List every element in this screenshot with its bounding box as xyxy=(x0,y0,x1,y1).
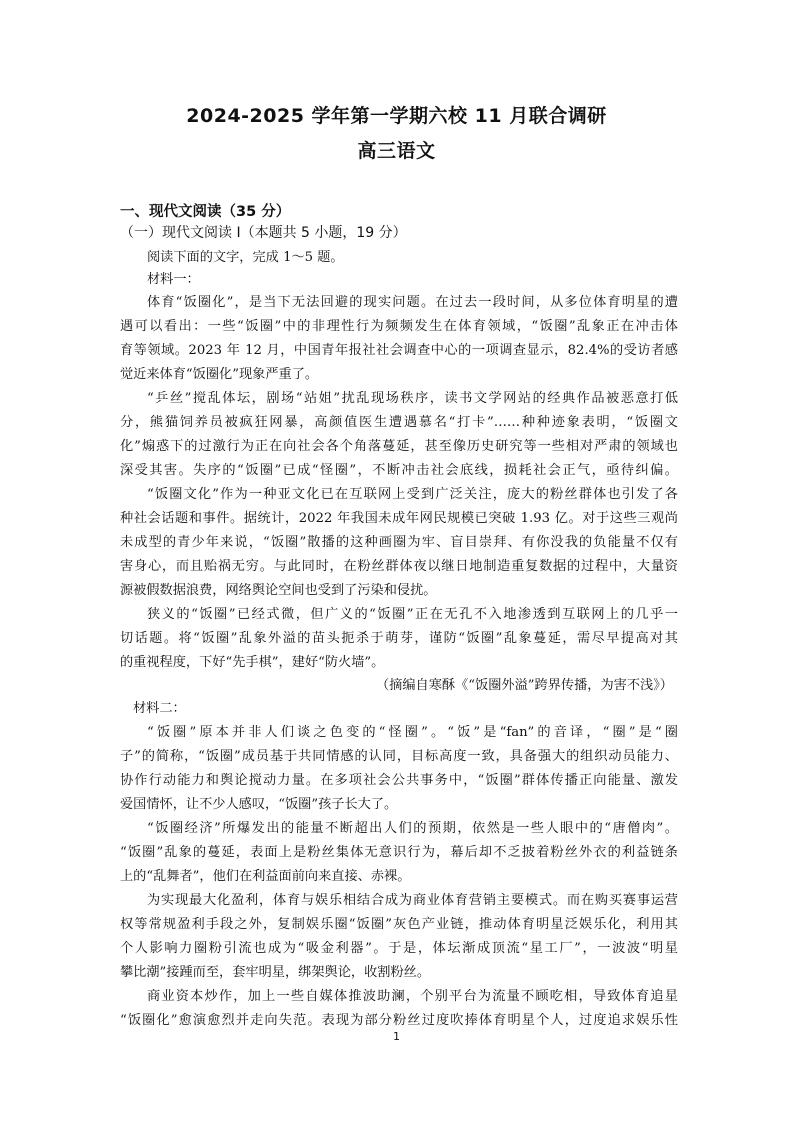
paragraph-line: 遇可以看出：一些“饭圈”中的非理性行为频频发生在体育领域，“饭圈”乱象正在冲击体 xyxy=(120,319,678,334)
paragraph-line: 爱国情怀，让不少人感叹，“饭圈”孩子长大了。 xyxy=(120,797,398,812)
paragraph-line: 为实现最大化盈利，体育与娱乐相结合成为商业体育营销主要模式。而在购买赛事运营 xyxy=(147,893,678,908)
paragraph-line: “饭圈经济”所爆发出的能量不断超出人们的预期，依然是一些人眼中的“唐僧肉”。 xyxy=(147,821,678,836)
paragraph-line: “乒丝”搅乱体坛，剧场“站姐”扰乱现场秩序，读书文学网站的经典作品被恶意打低 xyxy=(147,391,678,406)
paragraph-line: “饭圈文化”作为一种亚文化已在互联网上受到广泛关注，庞大的粉丝群体也引发了各 xyxy=(147,487,678,502)
exam-subject: 高三语文 xyxy=(357,140,436,162)
paragraph-line: 的重视程度，下好“先手棋”，建好“防火墙”。 xyxy=(120,655,385,670)
paragraph-line: 害身心，而且贻祸无穷。与此同时，在粉丝群体夜以继日地制造重复数据的过程中，大量资 xyxy=(120,559,678,574)
paragraph-line: 个人影响力圈粉引流也成为“吸金利器”。于是，体坛渐成顶流“星工厂”，一波波“明星 xyxy=(120,941,678,956)
paragraph-line: 切话题。将“饭圈”乱象外溢的苗头扼杀于萌芽，谨防“饭圈”乱象蔓延，需尽早提高对其 xyxy=(120,631,678,646)
paragraph-line: 分，熊猫饲养员被疯狂网暴，高颜值医生遭遇慕名“打卡”……种种迹象表明，“饭圈文 xyxy=(120,415,678,430)
paragraph-line: “饭圈”原本并非人们谈之色变的“怪圈”。“饭”是“fan”的音译，“圈”是“圈 xyxy=(147,725,678,740)
paragraph-line: 未成型的青少年来说，“饭圈”散播的这种画圈为牢、盲目崇拜、有你没我的负能量不仅有 xyxy=(120,535,678,550)
paragraph-line: 育等领域。2023 年 12 月，中国青年报社社会调查中心的一项调查显示，82.4%的受访者感 xyxy=(120,343,678,358)
paragraph-line: 攀比潮”接踵而至，套牢明星，绑架舆论，收割粉丝。 xyxy=(120,965,431,980)
paragraph-line: “饭圈化”愈演愈烈并走向失范。表现为部分粉丝过度吹捧体育明星个人，过度追求娱乐性 xyxy=(120,1013,678,1028)
instruction: 阅读下面的文字，完成 1～5 题。 xyxy=(147,250,344,265)
paragraph-line: 商业资本炒作，加上一些自媒体推波助澜，个别平台为流量不顾吃相，导致体育追星 xyxy=(147,989,678,1004)
paragraph-line: “饭圈”乱象的蔓延，表面上是粉丝集体无意识行为，幕后却不乏披着粉丝外衣的利益链条 xyxy=(120,845,678,860)
paragraph-line: 源被假数据浪费，网络舆论空间也受到了污染和侵扰。 xyxy=(120,583,437,598)
paragraph-line: 权等常规盈利手段之外，复制娱乐圈“饭圈”灰色产业链，推动体育明星泛娱乐化，利用其 xyxy=(120,917,678,932)
section-heading: 一、现代文阅读（35 分） xyxy=(120,204,291,220)
exam-title: 2024-2025 学年第一学期六校 11 月联合调研 xyxy=(186,105,607,127)
paragraph-line: 协作行动能力和舆论搅动力量。在多项社会公共事务中，“饭圈”群体传播正向能量、激发 xyxy=(120,773,678,788)
paragraph-line: 化”煽惑下的过激行为正在向社会各个角落蔓延，甚至像历史研究等一些相对严肃的领域也 xyxy=(120,439,678,454)
material2-label: 材料二： xyxy=(133,701,186,716)
source-citation: （摘编自寒酥《“饭圈外溢”跨界传播，为害不浅》） xyxy=(375,678,673,693)
paragraph-line: 狭义的“饭圈”已经式微，但广义的“饭圈”正在无孔不入地渗透到互联网上的几乎一 xyxy=(147,607,678,622)
paragraph-line: 体育“饭圈化”，是当下无法回避的现实问题。在过去一段时间，从多位体育明星的遭 xyxy=(147,295,678,310)
paragraph-line: 子”的简称，“饭圈”成员基于共同情感的认同，目标高度一致，具备强大的组织动员能力、 xyxy=(120,749,678,764)
paragraph-line: 上的“乱舞者”，他们在利益面前向来直接、赤裸。 xyxy=(120,869,411,884)
paragraph-line: 深受其害。失序的“饭圈”已成“怪圈”，不断冲击社会底线，损耗社会正气，亟待纠偏。 xyxy=(120,463,678,478)
paragraph-line: 种社会话题和事件。据统计，2022 年我国未成年网民规模已突破 1.93 亿。对于这些三观尚 xyxy=(120,511,678,526)
page-number: 1 xyxy=(393,1030,400,1043)
material1-label: 材料一： xyxy=(147,272,200,287)
sub-heading: （一）现代文阅读 I（本题共 5 小题，19 分） xyxy=(120,225,407,241)
paragraph-line: 觉近来体育“饭圈化”现象严重了。 xyxy=(120,367,319,382)
